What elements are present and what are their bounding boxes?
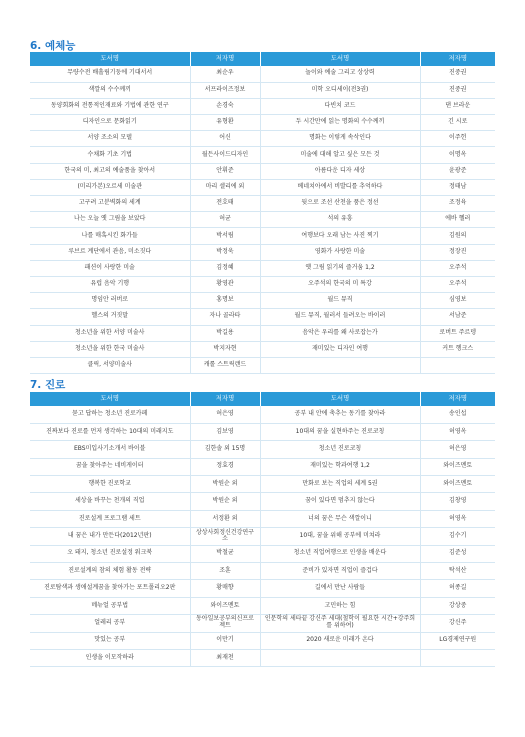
book-title-cell: 나를 매혹시킨 화가들 <box>30 228 190 244</box>
table-row <box>30 649 495 666</box>
book-title-cell: 음악은 우리를 왜 사로잡는가 <box>260 325 420 341</box>
table-row <box>30 196 495 212</box>
book-table-career <box>30 392 495 667</box>
table-row <box>30 82 495 98</box>
book-title-cell: 오 돼지, 청소년 진로설정 워크북 <box>30 545 190 562</box>
column-header-author: 저자명 <box>190 52 260 66</box>
author-cell: 김창영 <box>420 493 495 510</box>
column-header-title: 도서명 <box>30 392 190 406</box>
book-title-cell: 고민하는 힘 <box>260 597 420 614</box>
book-title-cell: 수채화 기초 기법 <box>30 147 190 163</box>
book-title-cell: 유럽 음악 기행 <box>30 276 190 292</box>
author-cell: 강상중 <box>420 597 495 614</box>
author-cell: 허종길 <box>420 580 495 597</box>
book-title-cell: 2020 새로운 미래가 온다 <box>260 632 420 649</box>
table-row <box>30 325 495 341</box>
book-title-cell: 한국의 미, 최고의 예술품을 찾아서 <box>30 163 190 179</box>
table-row <box>30 276 495 292</box>
book-title-cell: 다빈치 코드 <box>260 98 420 114</box>
book-title-cell: 행복한 진로학교 <box>30 476 190 493</box>
book-title-cell: 베네치아에서 비발디를 추억하다 <box>260 179 420 195</box>
author-cell: 댄 브라운 <box>420 98 495 114</box>
book-title-cell: 10대, 꿈을 위해 공부에 미쳐라 <box>260 528 420 545</box>
author-cell <box>420 357 495 373</box>
author-cell: 박서림 <box>190 228 260 244</box>
book-title-cell: (미리가본)오르세 미술관 <box>30 179 190 195</box>
author-cell: 자나 골라타 <box>190 309 260 325</box>
table-row <box>30 632 495 649</box>
author-cell: 와이즈멘토 <box>420 458 495 475</box>
author-cell: 캐롤 스트릭랜드 <box>190 357 260 373</box>
author-cell: 서정환 외 <box>190 510 260 527</box>
author-cell: 동아일보공부의신프로젝트 <box>190 615 260 632</box>
column-header-author: 저자명 <box>420 392 495 406</box>
table-row <box>30 341 495 357</box>
author-cell: 이주헌 <box>420 131 495 147</box>
author-cell: 박철균 <box>190 545 260 562</box>
author-cell: 황영관 <box>190 276 260 292</box>
table-row <box>30 357 495 373</box>
column-header-title: 도서명 <box>260 392 420 406</box>
author-cell: 김원의 <box>420 228 495 244</box>
book-title-cell: 청소년을 위한 한국 미술사 <box>30 341 190 357</box>
table-row <box>30 163 495 179</box>
author-cell: 허영옥 <box>420 510 495 527</box>
author-cell: 상상사회정신건강연구소 <box>190 528 260 545</box>
book-title-cell: 명임안 러버로 <box>30 293 190 309</box>
author-cell: 홍명보 <box>190 293 260 309</box>
author-cell: 박원순 외 <box>190 476 260 493</box>
book-title-cell: 진짜보다 진로를 먼저 생각하는 10대의 미래지도 <box>30 423 190 440</box>
author-cell <box>420 649 495 666</box>
book-title-cell: 미술에 대해 알고 싶은 모든 것 <box>260 147 420 163</box>
table-row <box>30 260 495 276</box>
author-cell: 박원순 외 <box>190 493 260 510</box>
author-cell: 최순우 <box>190 66 260 82</box>
book-title-cell: 여행보다 오래 남는 사진 찍기 <box>260 228 420 244</box>
column-header-title: 도서명 <box>30 52 190 66</box>
table-header-row <box>30 392 495 406</box>
book-title-cell: 헬스의 거짓말 <box>30 309 190 325</box>
book-title-cell: 진로설계 프로그램 세트 <box>30 510 190 527</box>
author-cell: 정태남 <box>420 179 495 195</box>
book-title-cell <box>260 357 420 373</box>
table-row <box>30 528 495 545</box>
book-title-cell: 재미있는 학과여행 1,2 <box>260 458 420 475</box>
book-title-cell: 루브르 계단에서 관음, 미소짓다 <box>30 244 190 260</box>
book-title-cell: 진로설계의 참의 체험 활동 전략 <box>30 563 190 580</box>
author-cell: LG경제연구원 <box>420 632 495 649</box>
author-cell: 김준성 <box>420 545 495 562</box>
author-cell: 오주석 <box>420 276 495 292</box>
table-row <box>30 293 495 309</box>
author-cell: 안휘준 <box>190 163 260 179</box>
table-row <box>30 147 495 163</box>
table-row <box>30 441 495 458</box>
book-title-cell: 명화는 이렇게 속삭인다 <box>260 131 420 147</box>
book-title-cell: 나는 오늘 옛 그림을 보았다 <box>30 212 190 228</box>
table-row <box>30 309 495 325</box>
table-row <box>30 580 495 597</box>
table-row <box>30 545 495 562</box>
table-row <box>30 212 495 228</box>
author-cell: 송인섭 <box>420 406 495 423</box>
author-cell: 박정욱 <box>190 244 260 260</box>
book-title-cell: 디자인으로 문화읽기 <box>30 115 190 131</box>
book-table-arts <box>30 52 495 374</box>
author-cell: 허균 <box>190 212 260 228</box>
book-title-cell: 꿈을 찾아주는 네비게이터 <box>30 458 190 475</box>
author-cell: 손경숙 <box>190 98 260 114</box>
author-cell: 어신 <box>190 131 260 147</box>
author-cell: 조정육 <box>420 196 495 212</box>
table-row <box>30 115 495 131</box>
table-row <box>30 179 495 195</box>
book-title-cell: 내 꿈은 내가 만든다(2012년판) <box>30 528 190 545</box>
book-title-cell: 월드 뮤직 <box>260 293 420 309</box>
author-cell: 심영보 <box>420 293 495 309</box>
author-cell: 허영옥 <box>420 423 495 440</box>
book-title-cell: 옛 그림 읽기의 즐거움 1,2 <box>260 260 420 276</box>
book-title-cell: 클릭, 서양미술사 <box>30 357 190 373</box>
book-title-cell: 너의 꿈은 무슨 색깔이니 <box>260 510 420 527</box>
book-title-cell: 묻고 답하는 청소년 진로카페 <box>30 406 190 423</box>
author-cell: 박지자현 <box>190 341 260 357</box>
book-title-cell: 동양회화의 전통적인재료와 기법에 관한 연구 <box>30 98 190 114</box>
author-cell: 탁석산 <box>420 563 495 580</box>
book-title-cell: 오주석의 한국의 미 특강 <box>260 276 420 292</box>
book-title-cell: 재미있는 디자인 여행 <box>260 341 420 357</box>
table-row <box>30 510 495 527</box>
book-title-cell: 10대의 꿈을 실현하주는 진로코칭 <box>260 423 420 440</box>
author-cell: 이명옥 <box>420 147 495 163</box>
book-title-cell: 인문학의 세타끝 강신주 세대(철학이 필요한 시간+강주희를 위하여) <box>260 615 420 632</box>
section-title-arts: 6. 예체능 <box>30 40 76 52</box>
column-header-author: 저자명 <box>420 52 495 66</box>
book-title-cell: 진로탐색과 생애설계꿈을 찾아가는 포트폴리오2판 <box>30 580 190 597</box>
book-title-cell: 청소년 진로코칭 <box>260 441 420 458</box>
book-title-cell: 청소년을 위한 서양 미술사 <box>30 325 190 341</box>
author-cell: 커트 헹크스 <box>420 341 495 357</box>
table-row <box>30 597 495 614</box>
book-title-cell: 아름다운 디자 세상 <box>260 163 420 179</box>
table-row <box>30 244 495 260</box>
book-title-cell: 만화로 보는 직업의 세계 5권 <box>260 476 420 493</box>
table-header-row <box>30 52 495 66</box>
book-title-cell: EBS미입사기소개서 바이블 <box>30 441 190 458</box>
author-cell: 박길용 <box>190 325 260 341</box>
book-title-cell: 세상을 바꾸는 천개의 직업 <box>30 493 190 510</box>
book-title-cell: 놀이와 예술 그리고 상상력 <box>260 66 420 82</box>
author-cell: 월든사이드디자인 <box>190 147 260 163</box>
table-row <box>30 615 495 632</box>
book-title-cell: 인생을 이모작하라 <box>30 649 190 666</box>
author-cell: 와이즈멘토 <box>190 597 260 614</box>
table-row <box>30 66 495 82</box>
author-cell: 진중권 <box>420 66 495 82</box>
author-cell: 에바 헬러 <box>420 212 495 228</box>
author-cell: 서프라이즈정보 <box>190 82 260 98</box>
book-title-cell: 길에서 만난 사람들 <box>260 580 420 597</box>
book-title-cell: 고구려 고분벽화의 세계 <box>30 196 190 212</box>
table-row <box>30 228 495 244</box>
author-cell: 진중권 <box>420 82 495 98</box>
author-cell: 정효경 <box>190 458 260 475</box>
book-title-cell: 메뉴얼 공부법 <box>30 597 190 614</box>
author-cell: 유형환 <box>190 115 260 131</box>
author-cell: 서남준 <box>420 309 495 325</box>
book-title-cell: 서양 조소의 모델 <box>30 131 190 147</box>
book-title-cell: 뒷으로 조선 산천을 품은 정선 <box>260 196 420 212</box>
book-title-cell: 패션이 사랑한 미술 <box>30 260 190 276</box>
book-title-cell: 꿈이 있다면 멈추지 않는다 <box>260 493 420 510</box>
table-row <box>30 563 495 580</box>
book-title-cell <box>260 649 420 666</box>
table-row <box>30 131 495 147</box>
author-cell: 허은영 <box>190 406 260 423</box>
table-row <box>30 458 495 475</box>
book-title-cell: 영화가 사랑한 미술 <box>260 244 420 260</box>
author-cell: 허은영 <box>420 441 495 458</box>
author-cell: 김보영 <box>190 423 260 440</box>
author-cell: 로버트 주르뎅 <box>420 325 495 341</box>
book-title-cell: 두 시간만에 읽는 명화의 수수께끼 <box>260 115 420 131</box>
table-row <box>30 493 495 510</box>
author-cell: 와이즈멘토 <box>420 476 495 493</box>
author-cell: 황매향 <box>190 580 260 597</box>
table-row <box>30 423 495 440</box>
book-title-cell: 미학 오디세이(전3권) <box>260 82 420 98</box>
table-row <box>30 476 495 493</box>
author-cell: 긴 시로 <box>420 115 495 131</box>
author-cell: 전호태 <box>190 196 260 212</box>
book-title-cell: 공부 내 안에 축추는 동기를 찾아라 <box>260 406 420 423</box>
table-row <box>30 406 495 423</box>
column-header-title: 도서명 <box>260 52 420 66</box>
book-title-cell: 얼레리 공부 <box>30 615 190 632</box>
section-title-career: 7. 진로 <box>30 379 66 391</box>
book-title-cell: 청소년 직업여행으로 인생을 배운다 <box>260 545 420 562</box>
table-row <box>30 98 495 114</box>
book-title-cell: 무량수전 배흘림기둥에 기대서서 <box>30 66 190 82</box>
author-cell: 정장진 <box>420 244 495 260</box>
author-cell: 이만기 <box>190 632 260 649</box>
author-cell: 윤광준 <box>420 163 495 179</box>
author-cell: 마리 셀리에 외 <box>190 179 260 195</box>
author-cell: 조훈 <box>190 563 260 580</box>
book-title-cell: 석의 유흥 <box>260 212 420 228</box>
book-title-cell: 준비가 있자면 직업이 즐겁다 <box>260 563 420 580</box>
author-cell: 김한솔 외 15명 <box>190 441 260 458</box>
book-title-cell: 월드 뮤직, 월러서 들려오는 바이러 <box>260 309 420 325</box>
author-cell: 김수기 <box>420 528 495 545</box>
author-cell: 최재천 <box>190 649 260 666</box>
author-cell: 김정혜 <box>190 260 260 276</box>
book-title-cell: 맛있는 공부 <box>30 632 190 649</box>
column-header-author: 저자명 <box>190 392 260 406</box>
author-cell: 오주석 <box>420 260 495 276</box>
author-cell: 강신주 <box>420 615 495 632</box>
book-title-cell: 색깔의 수수께끼 <box>30 82 190 98</box>
